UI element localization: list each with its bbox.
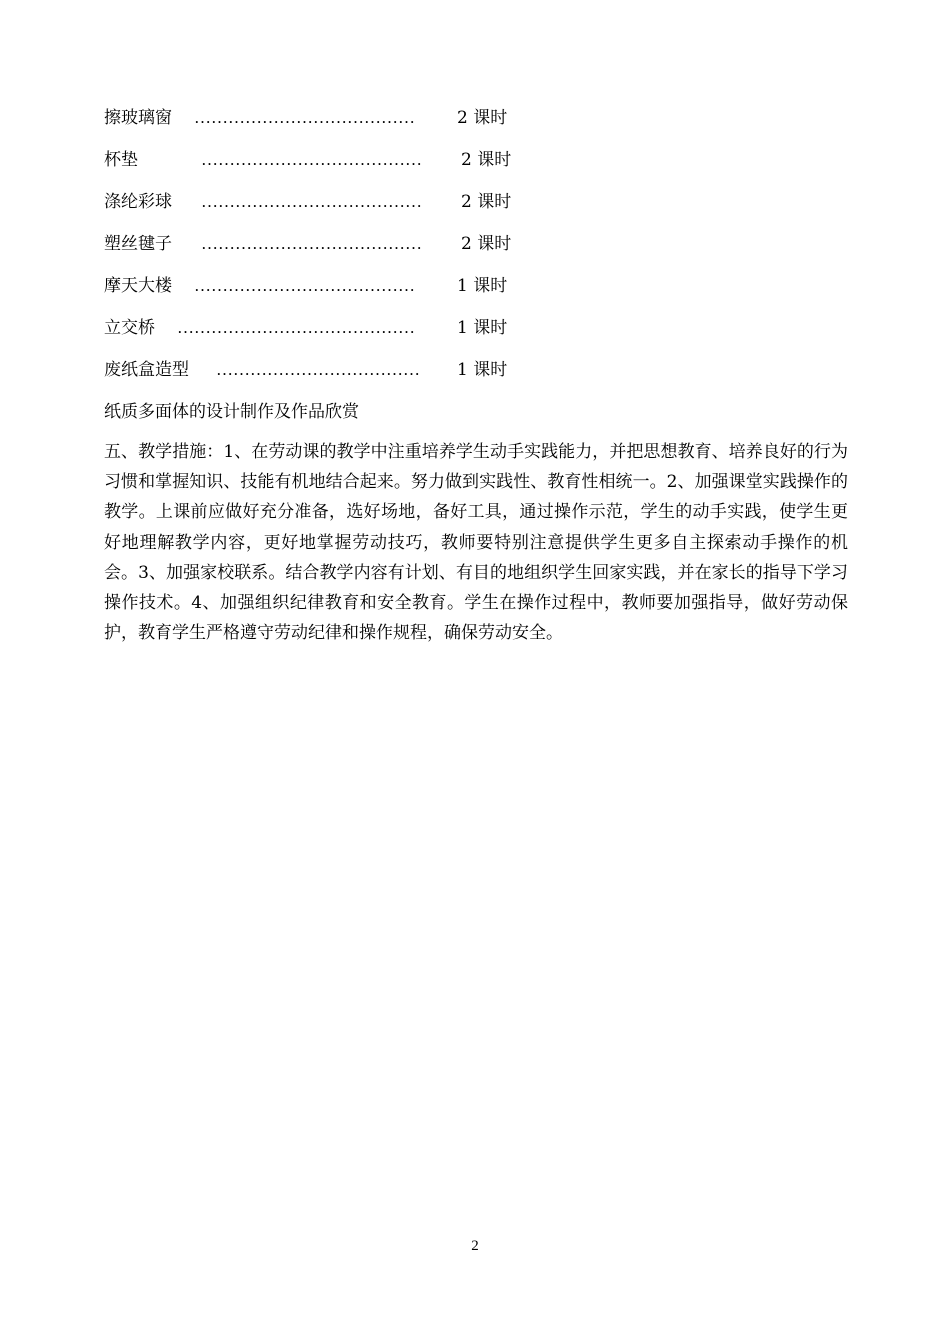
lesson-name: 擦玻璃窗 [104, 108, 172, 128]
lesson-name: 涤纶彩球 [104, 192, 172, 212]
leader-dots: ………………………………… [194, 276, 415, 295]
leader-dots: ………………………………… [201, 150, 422, 169]
lesson-hours: 2 课时 [457, 108, 508, 128]
lesson-row [104, 274, 508, 298]
lesson-row [104, 232, 512, 256]
page-number: 2 [471, 1238, 479, 1254]
lesson-hours: 1 课时 [457, 276, 508, 296]
lesson-row [104, 106, 508, 130]
lesson-row [104, 316, 508, 340]
leader-dots: ………………………………… [194, 108, 415, 127]
leader-dots: …………………………………… [177, 318, 415, 337]
lesson-name: 摩天大楼 [104, 276, 172, 296]
leader-dots: ………………………………… [201, 234, 422, 253]
lesson-hours: 2 课时 [461, 234, 512, 254]
extra-lesson-item: 纸质多面体的设计制作及作品欣赏 [104, 402, 359, 422]
lesson-name: 塑丝毽子 [104, 234, 172, 254]
leader-dots: ………………………………… [201, 192, 422, 211]
lesson-name: 杯垫 [104, 150, 138, 170]
lesson-name: 废纸盒造型 [104, 360, 189, 380]
lesson-hours: 2 课时 [461, 192, 512, 212]
lesson-hours: 1 课时 [457, 360, 508, 380]
lesson-hours: 2 课时 [461, 150, 512, 170]
lesson-row [104, 148, 512, 172]
leader-dots: ……………………………… [216, 360, 420, 379]
lesson-name: 立交桥 [104, 318, 155, 338]
lesson-hours: 1 课时 [457, 318, 508, 338]
lesson-row [104, 358, 508, 382]
lesson-row [104, 190, 512, 214]
teaching-measures-paragraph: 五、教学措施：1、在劳动课的教学中注重培养学生动手实践能力，并把思想教育、培养良好的行为习惯和掌握知识、技能有机地结合起来。努力做到实践性、教育性相统一。2、加强课堂实践操作的教学。上课前应做好充分准备，选好场地，备好工具，通过操作示范，学生的动手实践，使学生更好地理解教学内容，更好地掌握劳动技巧，教师要特别注意提供学生更多自主探索动手操作的机会。3、加强家校联系。结合教学内容有计划、有目的地组织学生回家实践，并在家长的指导下学习操作技术。4、加强组织纪律教育和安全教育。学生在操作过程中，教师要加强指导，做好劳动保护，教育学生严格遵守劳动纪律和操作规程，确保劳动安全。 [104, 442, 848, 644]
